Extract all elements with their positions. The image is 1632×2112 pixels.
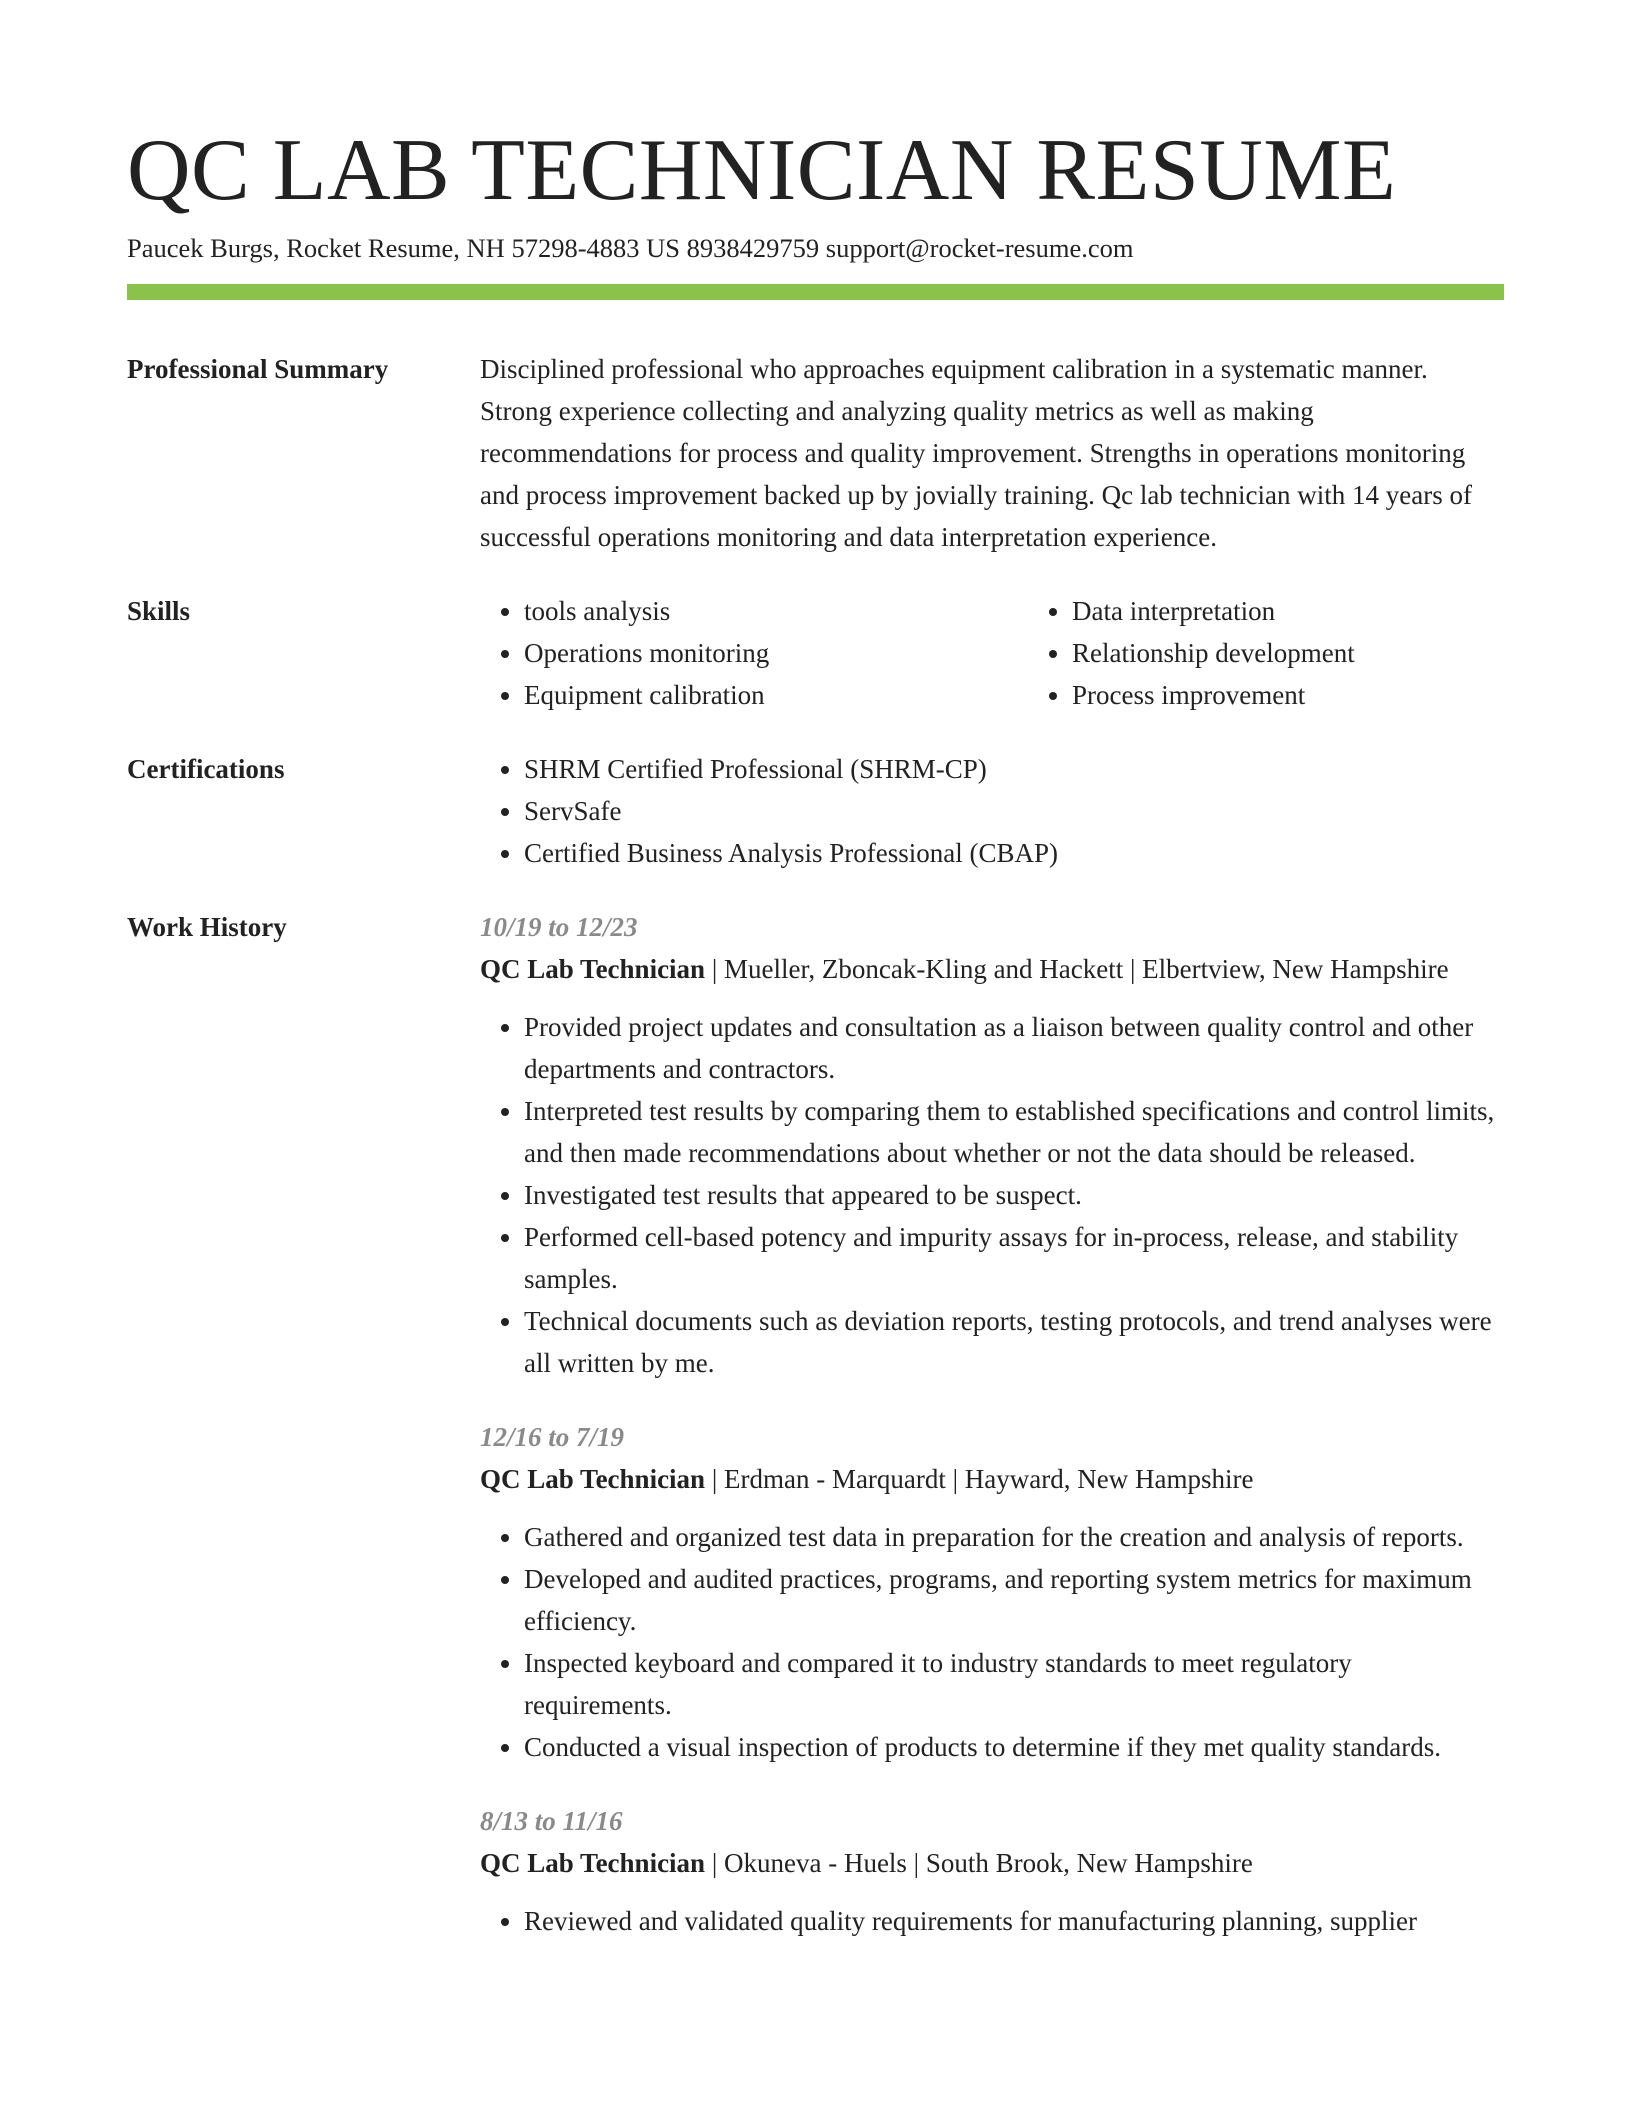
job-bullets — [480, 1516, 1504, 1768]
certification-item: • Certified Business Analysis Professional (CBAP) — [524, 832, 1504, 874]
job-bullet: • Reviewed and validated quality requirements for manufacturing planning, supplier — [524, 1900, 1504, 1942]
job-details: | Erdman - Marquardt | Hayward, New Hampshire — [705, 1464, 1254, 1494]
job-heading — [480, 1842, 1504, 1884]
job-title: QC Lab Technician — [480, 1464, 706, 1494]
certifications-list — [480, 748, 1504, 874]
certifications-section — [127, 748, 1504, 874]
certifications-content — [480, 748, 1504, 874]
job-bullet: • Inspected keyboard and compared it to industry standards to meet regulatory requirements. — [524, 1642, 1504, 1726]
job-bullet: • Performed cell-based potency and impurity assays for in-process, release, and stability samples. — [524, 1216, 1504, 1300]
job-bullets — [480, 1006, 1504, 1384]
contact-line: Paucek Burgs, Rocket Resume, NH 57298-4883 US 8938429759 support@rocket-resume.com — [127, 233, 1134, 263]
summary-content — [480, 348, 1504, 558]
job-entry — [480, 906, 1504, 1384]
job-title: QC Lab Technician — [480, 954, 706, 984]
certification-item: • ServSafe — [524, 790, 1504, 832]
certification-item: • SHRM Certified Professional (SHRM-CP) — [524, 748, 1504, 790]
job-entry — [480, 1416, 1504, 1768]
work-history-content — [480, 906, 1504, 1974]
job-bullet: • Technical documents such as deviation reports, testing protocols, and trend analyses were all written by me. — [524, 1300, 1504, 1384]
resume-title: QC LAB TECHNICIAN RESUME — [127, 122, 1397, 219]
skills-list-right — [1028, 590, 1576, 716]
skills-section — [127, 590, 1504, 716]
job-bullet: • Interpreted test results by comparing them to established specifications and control limits, and then made recommendations about whether or not the data should be released. — [524, 1090, 1504, 1174]
job-bullet: • Provided project updates and consultation as a liaison between quality control and other departments and contractors. — [524, 1006, 1504, 1090]
job-bullet: • Investigated test results that appeared to be suspect. — [524, 1174, 1504, 1216]
job-heading — [480, 1458, 1504, 1500]
skill-item: • tools analysis — [524, 590, 1028, 632]
job-title: QC Lab Technician — [480, 1848, 706, 1878]
job-bullets — [480, 1900, 1504, 1942]
skills-list-left — [480, 590, 1028, 716]
resume-body — [127, 348, 1504, 2006]
summary-heading: Professional Summary — [127, 354, 389, 384]
job-entry — [480, 1800, 1504, 1942]
skill-item: • Data interpretation — [1072, 590, 1576, 632]
work-history-section — [127, 906, 1504, 1974]
job-details: | Okuneva - Huels | South Brook, New Hampshire — [705, 1848, 1253, 1878]
job-dates: 12/16 to 7/19 — [480, 1422, 625, 1452]
skill-item: • Relationship development — [1072, 632, 1576, 674]
job-dates: 8/13 to 11/16 — [480, 1806, 623, 1836]
job-details: | Mueller, Zboncak-Kling and Hackett | Elbertview, New Hampshire — [705, 954, 1449, 984]
certifications-heading: Certifications — [127, 754, 285, 784]
job-bullet: • Developed and audited practices, programs, and reporting system metrics for maximum efficiency. — [524, 1558, 1504, 1642]
skills-content — [480, 590, 1576, 716]
summary-text: Disciplined professional who approaches equipment calibration in a systematic manner. Strong experience collecting and analyzing quality metrics as well as making recommendations for process and quality improvement. Strengths in operations monitoring and process improvement backed up by jovially training. Qc lab technician with 14 years of successful operations monitoring and data interpretation experience. — [480, 354, 1472, 552]
job-heading — [480, 948, 1504, 990]
accent-bar — [127, 284, 1504, 300]
skills-heading: Skills — [127, 596, 191, 626]
job-bullet: • Conducted a visual inspection of products to determine if they met quality standards. — [524, 1726, 1504, 1768]
job-dates: 10/19 to 12/23 — [480, 912, 638, 942]
skill-item: • Process improvement — [1072, 674, 1576, 716]
skill-item: • Operations monitoring — [524, 632, 1028, 674]
job-bullet: • Gathered and organized test data in preparation for the creation and analysis of reports. — [524, 1516, 1504, 1558]
work-history-heading: Work History — [127, 912, 287, 942]
skill-item: • Equipment calibration — [524, 674, 1028, 716]
summary-section — [127, 348, 1504, 558]
